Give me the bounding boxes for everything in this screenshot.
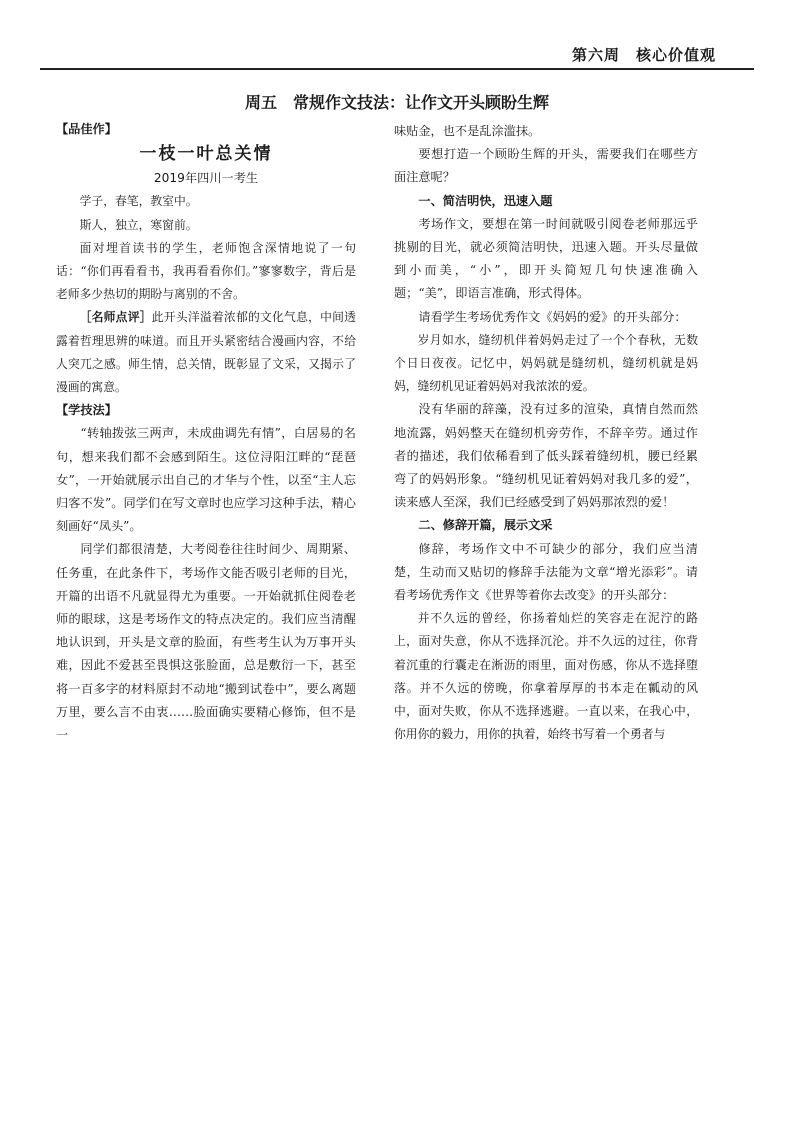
subsection-1-paragraph: 考场作文，要想在第一时间就吸引阅卷老师那远乎挑剔的目光，就必须简洁明快，迅速入题。开头尽量做到小而美，“小”，即开头简短几句快速准确入题；“美”，即语言准确，形式得体。 <box>394 216 698 301</box>
technique-paragraph-1: “转轴拨弦三两声，未成曲调先有情”，白居易的名句，想来我们都不会感到陌生。这位浔阳江畔的“琵琶女”，一开始就展示出自己的才华与个性，以至“主人忘归客不发”。同学们在写文章时也应学习这种手法，精心刻画好“凤头”。 <box>56 426 356 534</box>
header-rule <box>40 68 754 70</box>
example-quote-2: 并不久远的曾经，你扬着灿烂的笑容走在泥泞的路上，面对失意，你从不选择沉沦。并不久远的过往，你背着沉重的行囊走在淅沥的雨里，面对伤感，你从不选择堕落。并不久远的傍晚，你拿着厚厚的书本走在瓤动的风中，面对失败，你从不选择逃避。一直以来，在我心中，你用你的毅力，用你的执着，始终书写着一个勇者与 <box>394 611 698 742</box>
example-analysis-1: 没有华丽的辞藻，没有过多的渲染，真情自然而然地流露，妈妈整天在缝纫机旁劳作，不辞辛劳。通过作者的描述，我们依稀看到了低头踩着缝纫机，腰已经累弯了的妈妈形象。“缝纫机见证着妈妈对我几多的爱”，读来感人至深，我们已经感受到了妈妈那浓烈的爱！ <box>394 402 698 510</box>
essay-line-1: 学子，春笔，教室中。 <box>79 194 198 209</box>
essay-byline: 2019年四川一考生 <box>153 171 259 186</box>
essay-paragraph: 面对埋首读书的学生，老师饱含深情地说了一句话：“你们再看看书，我再看看你们。”寥寥数字，背后是老师多少热切的期盼与离别的不舍。 <box>56 240 356 302</box>
intro-question: 要想打造一个顾盼生辉的开头，需要我们在哪些方面注意呢？ <box>394 147 698 185</box>
teacher-comment <box>56 306 356 399</box>
running-header: 第六周 核心价值观 <box>571 46 716 64</box>
subsection-2-paragraph: 修辞，考场作文中不可缺少的部分，我们应当清楚，生动而又贴切的修辞手法能为文章“增光添彩”。请看考场优秀作文《世界等着你去改变》的开头部分： <box>394 541 698 603</box>
continued-paragraph: 味贴金，也不是乱涂滥抹。 <box>394 124 541 138</box>
essay-title: 一枝一叶总关情 <box>139 144 273 165</box>
right-column <box>394 120 698 746</box>
page-title: 周五 常规作文技法：让作文开头顾盼生辉 <box>244 93 549 112</box>
section-heading-appreciate: 【品佳作】 <box>56 122 117 136</box>
teacher-comment-label: ［名师点评］ <box>79 310 152 325</box>
section-heading-technique: 【学技法】 <box>56 403 117 418</box>
essay-line-2: 斯人，独立，寒窗前。 <box>79 217 198 232</box>
subsection-heading-2: 二、修辞开篇，展示文采 <box>418 518 553 533</box>
subsection-heading-1: 一、简洁明快，迅速入题 <box>418 193 553 208</box>
technique-paragraph-2: 同学们都很清楚，大考阅卷往往时间少、周期紧、任务重，在此条件下，考场作文能否吸引老师的目光，开篇的出语不凡就显得尤为重要。一开始就抓住阅卷老师的眼球，这是考场作文的特点决定的。我们应当清醒地认识到，开头是文章的脸面，有些考生认为万事开头难，因此不爱甚至畏惧这张脸面，总是敷衍一下，甚至将一百多字的材料原封不动地“搬到试卷中”，要么离题万里，要么言不由衷……脸面确实要精心修饰，但不是一 <box>56 542 356 743</box>
example-intro-1: 请看学生考场优秀作文《妈妈的爱》的开头部分： <box>418 309 687 324</box>
example-quote-1: 岁月如水，缝纫机伴着妈妈走过了一个个春秋，无数个日日夜夜。记忆中，妈妈就是缝纫机，缝纫机就是妈妈，缝纫机见证着妈妈对我浓浓的爱。 <box>394 332 698 394</box>
left-column <box>56 118 356 747</box>
teacher-comment-text: 此开头洋溢着浓郁的文化气息，中间透露着哲理思辨的味道。而且开头紧密结合漫画内容，不给人突兀之感。师生情，总关情，既彰显了文采，又揭示了漫画的寓意。 <box>56 310 356 395</box>
